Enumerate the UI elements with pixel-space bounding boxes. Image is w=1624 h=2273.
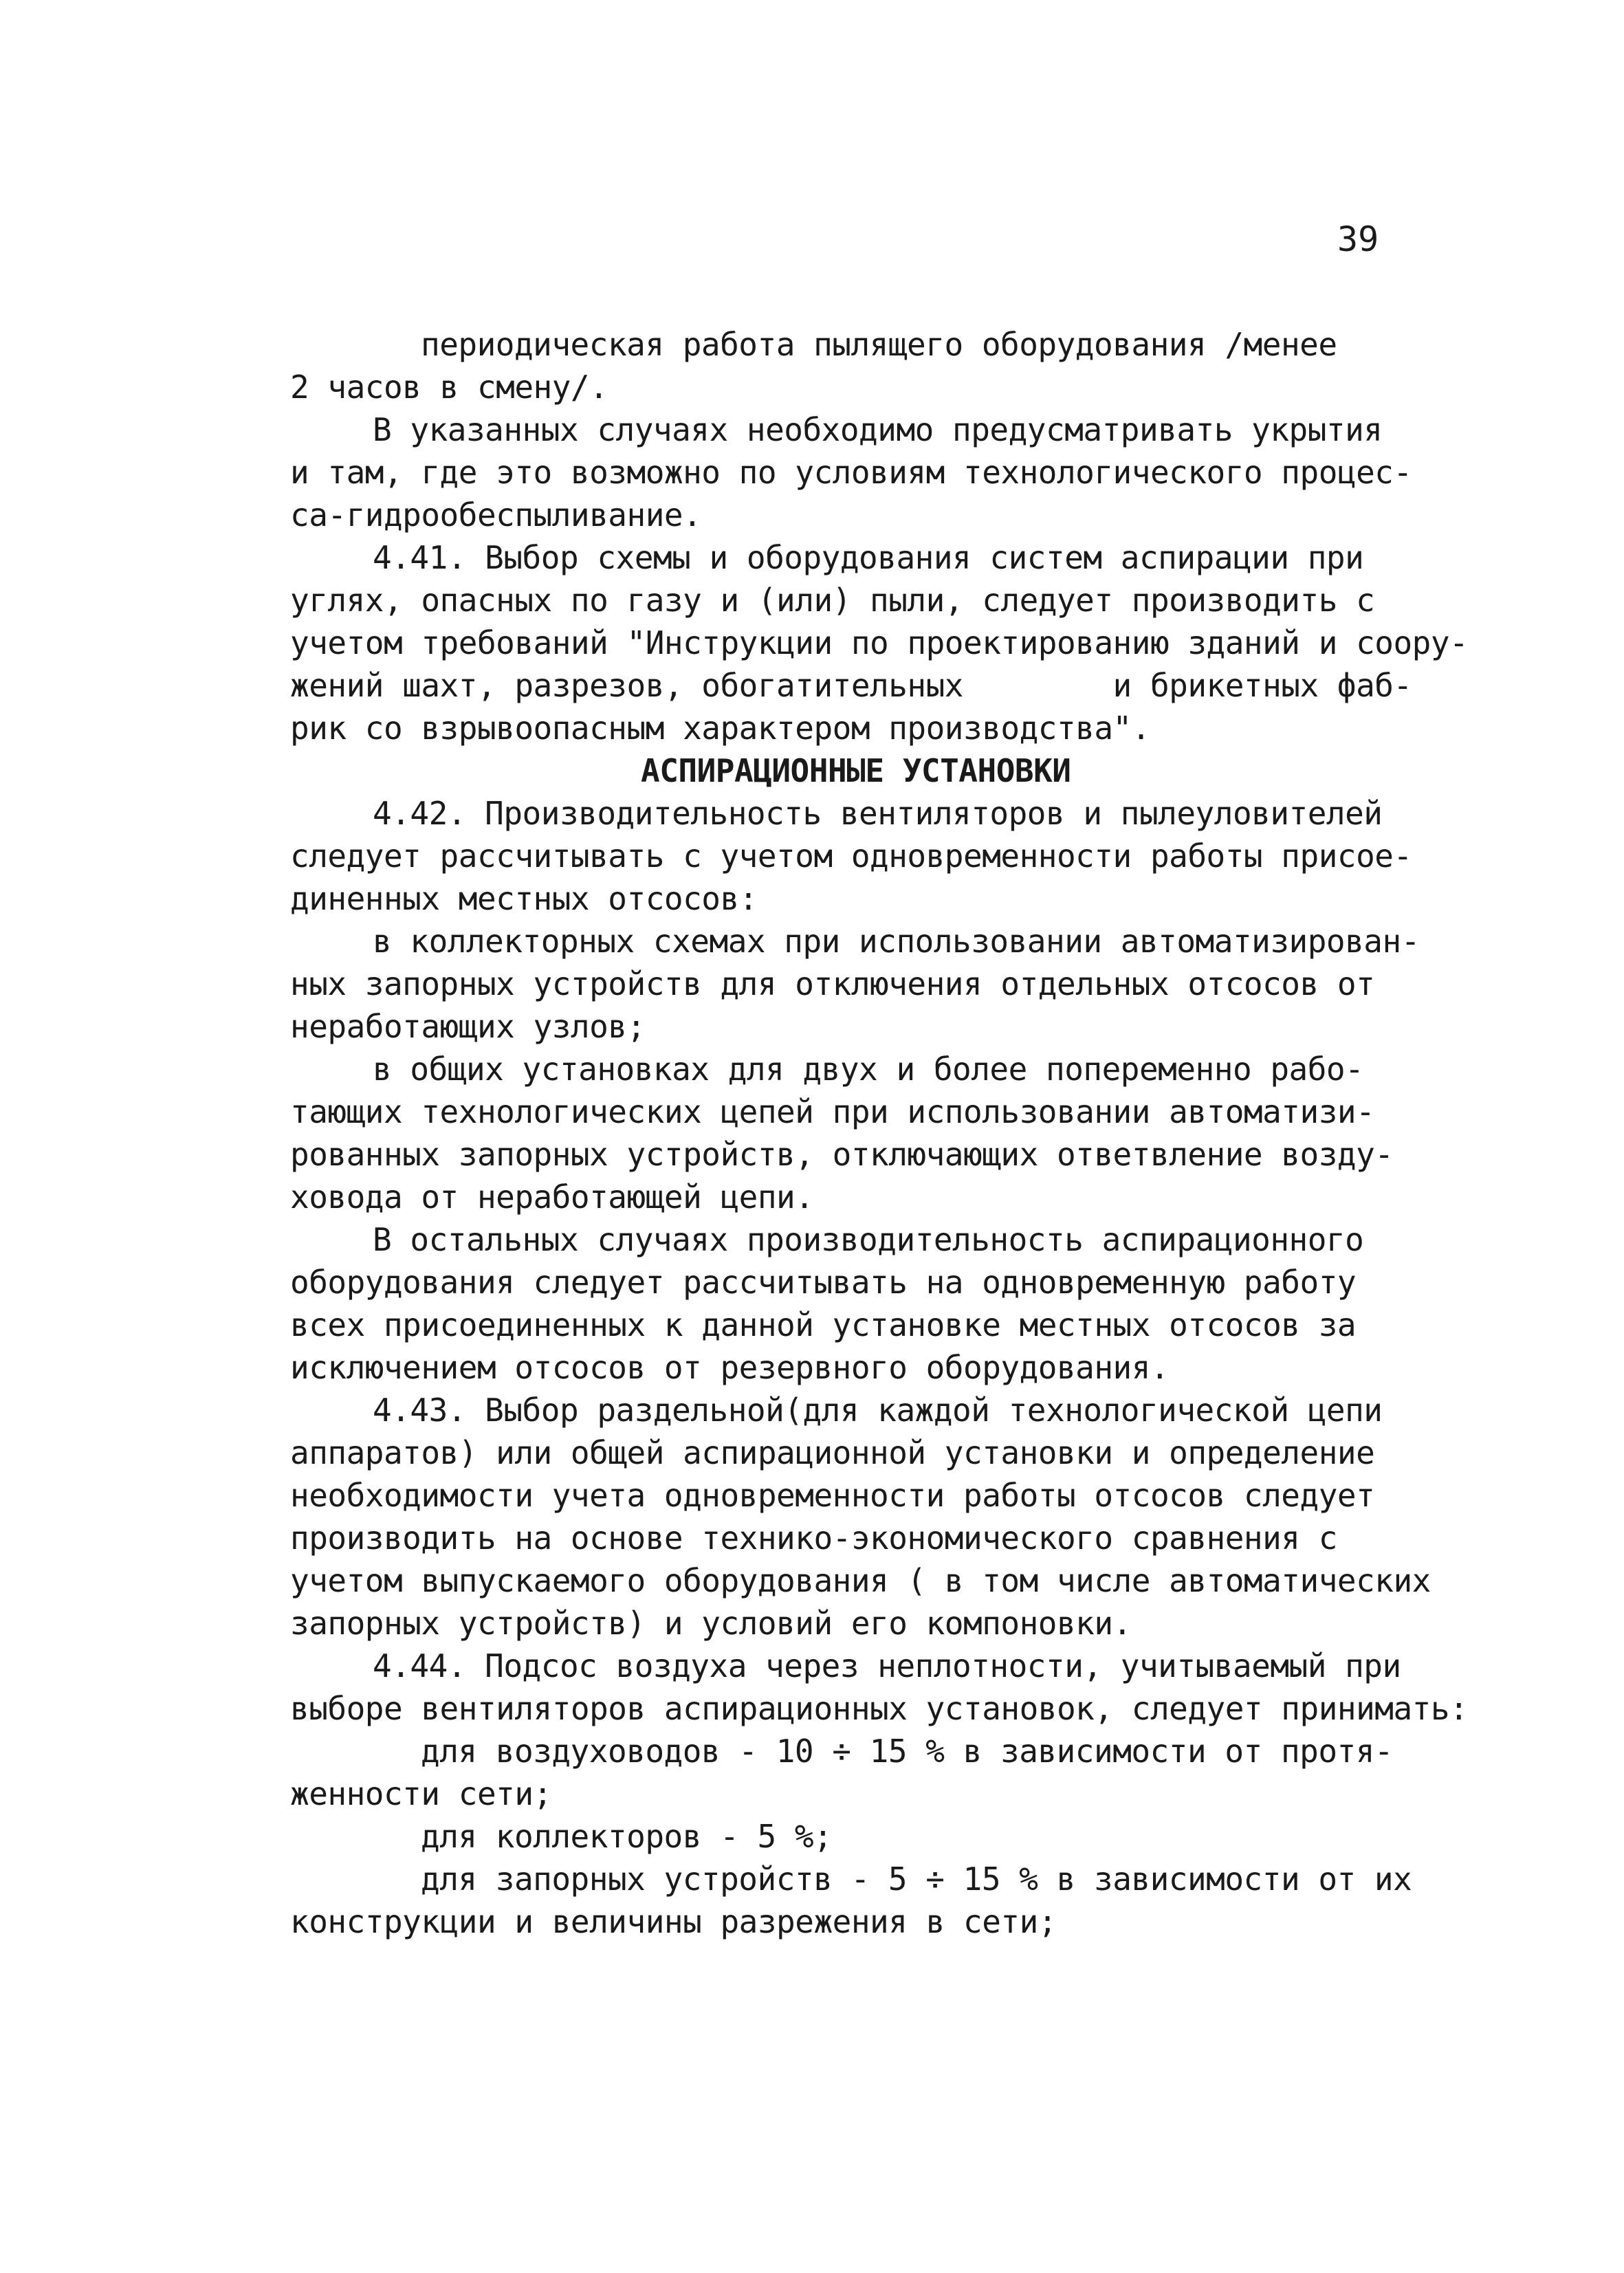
text-line: В указанных случаях необходимо предусматривать укрытия [373,411,1383,448]
text-line: 2 часов в смену/. [290,369,608,406]
text-line: женности сети; [290,1775,552,1812]
text-line: для коллекторов - 5 %; [421,1818,833,1855]
text-line: для воздуховодов - 10 ÷ 15 % в зависимости от протя- [421,1733,1394,1770]
page-number: 39 [1337,219,1379,259]
text-line: диненных местных отсосов: [290,880,758,917]
text-line: конструкции и величины разрежения в сети; [290,1903,1057,1940]
text-line: учетом требований "Инструкции по проектированию зданий и соору- [290,624,1469,661]
text-line: производить на основе технико-экономического сравнения с [290,1519,1337,1557]
text-line: 4.43. Выбор раздельной(для каждой технологической цепи [373,1392,1383,1429]
text-line: В остальных случаях производительность аспирационного [373,1221,1364,1258]
text-line: неработающих узлов; [290,1008,646,1045]
text-line: учетом выпускаемого оборудования ( в том числе автоматических [290,1562,1431,1599]
text-line: 4.44. Подсос воздуха через неплотности, учитываемый при [373,1647,1401,1684]
text-line: углях, опасных по газу и (или) пыли, следует производить с [290,582,1375,619]
text-line: оборудования следует рассчитывать на одновременную работу [290,1264,1357,1301]
text-line: в коллекторных схемах при использовании автоматизирован- [373,923,1420,960]
text-line: исключением отсосов от резервного оборудования. [290,1349,1170,1386]
text-line: 4.41. Выбор схемы и оборудования систем аспирации при [373,539,1364,576]
text-line: запорных устройств) и условий его компоновки. [290,1605,1132,1642]
text-line: ховода от неработающей цепи. [290,1178,814,1216]
text-line: выборе вентиляторов аспирационных установок, следует принимать: [290,1690,1469,1727]
text-line: аппаратов) или общей аспирационной установки и определение [290,1434,1375,1471]
text-line: периодическая работа пылящего оборудования /менее [421,326,1337,363]
body-text [290,323,1469,1943]
text-line: необходимости учета одновременности работы отсосов следует [290,1477,1375,1514]
section-heading: АСПИРАЦИОННЫЕ УСТАНОВКИ [641,752,1071,789]
text-line: ных запорных устройств для отключения отдельных отсосов от [290,965,1375,1002]
text-line: и там, где это возможно по условиям технологического процес- [290,454,1412,491]
text-line: са-гидрообеспыливание. [290,496,702,534]
text-line: следует рассчитывать с учетом одновременности работы присое- [290,837,1412,875]
text-line: жений шахт, разрезов, обогатительных и брикетных фаб- [290,667,1412,704]
text-line: в общих установках для двух и более попеременно рабо- [373,1051,1364,1088]
text-line: тающих технологических цепей при использовании автоматизи- [290,1093,1375,1130]
text-line: 4.42. Производительность вентиляторов и пылеуловителей [373,795,1383,832]
text-line: всех присоединенных к данной установке местных отсосов за [290,1306,1357,1343]
text-line: рованных запорных устройств, отключающих ответвление возду- [290,1136,1394,1173]
text-line: рик со взрывоопасным характером производства". [290,710,1150,747]
text-line: для запорных устройств - 5 ÷ 15 % в зависимости от их [421,1860,1412,1898]
